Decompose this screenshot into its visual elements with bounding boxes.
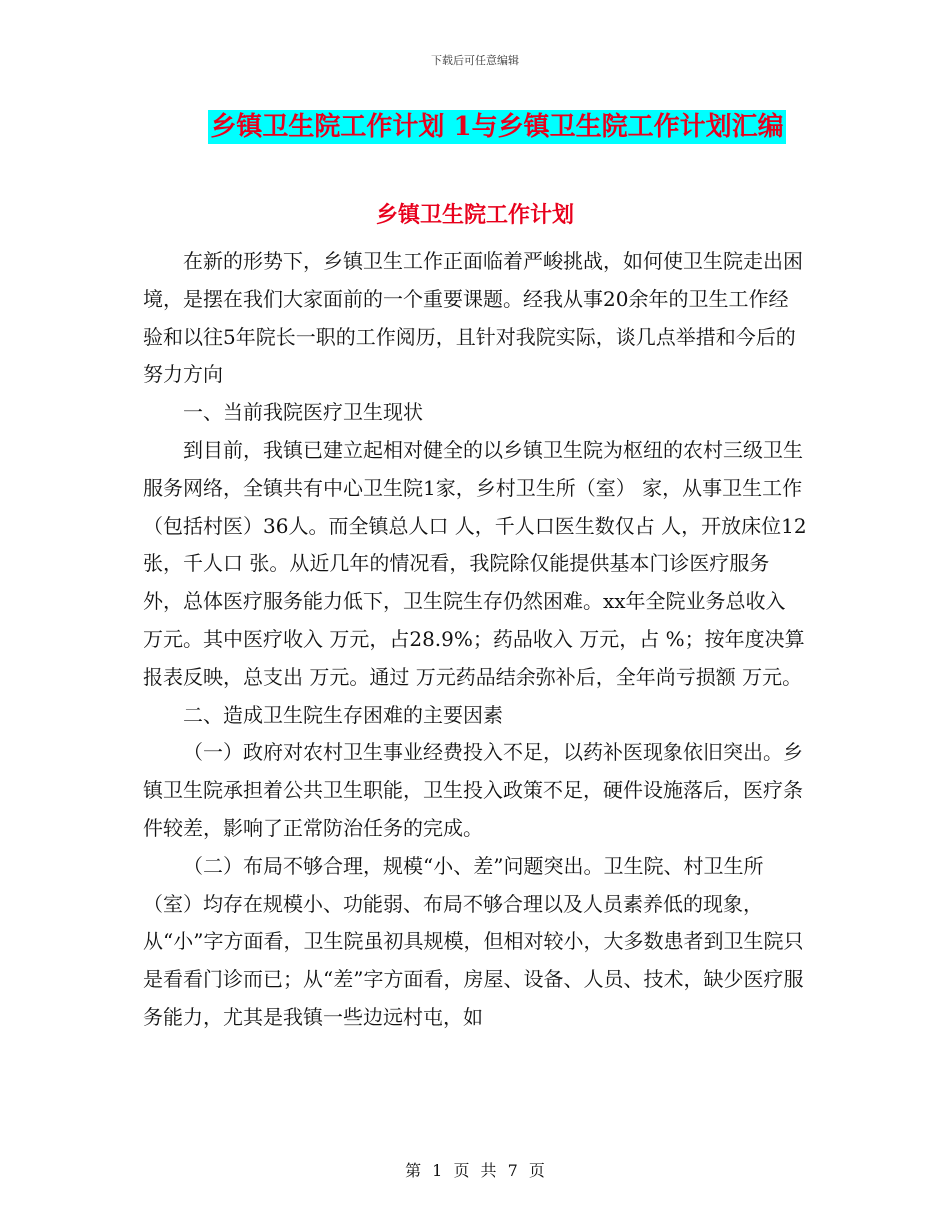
page-number-footer: 第 1 页 共 7 页	[405, 1161, 545, 1180]
title-container	[0, 110, 950, 144]
document-body	[143, 243, 807, 1037]
page-header-note: 下载后可任意编辑	[431, 54, 519, 67]
paragraph: 到目前，我镇已建立起相对健全的以乡镇卫生院为枢纽的农村三级卫生服务网络，全镇共有中心卫生院1家，乡村卫生所（室） 家，从事卫生工作（包括村医）36人。而全镇总人口 人，千人口医生数仅占 人，开放床位12张，千人口 张。从近几年的情况看，我院除仅能提供基本门诊医疗服务外，总体医疗服务能力低下，卫生院生存仍然困难。xx年全院业务总收入 万元。其中医疗收入 万元，占28.9%；药品收入 万元，占 %；按年度决算报表反映，总支出 万元。通过 万元药品结余弥补后，全年尚亏损额 万元。	[143, 437, 807, 689]
document-title: 乡镇卫生院工作计划 1与乡镇卫生院工作计划汇编	[210, 112, 784, 142]
paragraph: 一、当前我院医疗卫生现状	[183, 400, 423, 425]
paragraph: （一）政府对农村卫生事业经费投入不足，以药补医现象依旧突出。乡镇卫生院承担着公共卫生职能，卫生投入政策不足，硬件设施落后，医疗条件较差，影响了正常防治任务的完成。	[143, 740, 803, 840]
paragraph: （二）布局不够合理，规模“小、差”问题突出。卫生院、村卫生所（室）均存在规模小、功能弱、布局不够合理以及人员素养低的现象，从“小”字方面看，卫生院虽初具规模，但相对较小，大多数患者到卫生院只是看看门诊而已；从“差”字方面看，房屋、设备、人员、技术，缺少医疗服务能力，尤其是我镇一些边远村屯，如	[143, 853, 804, 1029]
paragraph: 二、造成卫生院生存困难的主要因素	[183, 702, 503, 727]
paragraph: 在新的形势下，乡镇卫生工作正面临着严峻挑战，如何使卫生院走出困境，是摆在我们大家面前的一个重要课题。经我从事20余年的卫生工作经验和以往5年院长一职的工作阅历，且针对我院实际，谈几点举措和今后的努力方向	[143, 249, 803, 387]
section-title: 乡镇卫生院工作计划	[375, 202, 574, 228]
